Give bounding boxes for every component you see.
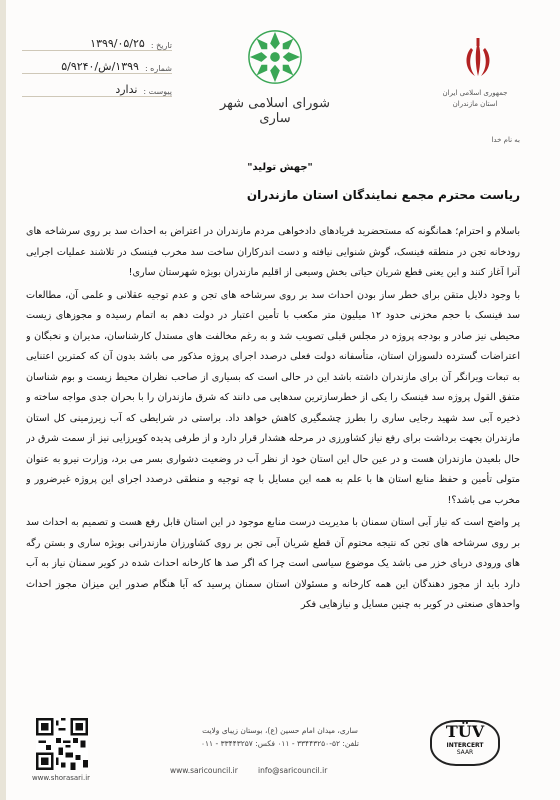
body-paragraph: باسلام و احترام؛ همانگونه که مستحضرید فریادهای دادخواهی مردم مازندران در اعتراض به احداث سد بر روی سرشاخه های رودخانه تجن در منطقه فینسک، گوش شنوایی نیافته و دست اندرکاران ساخت سد مخرب فینسک در تلاشند عملیات اجرایی آنرا آغاز کنند و این یعنی قطع شریان حیاتی بخش وسیعی از اقلیم مازندران بویژه شهرستان ساری! bbox=[26, 226, 520, 278]
cert-bot: SAAR bbox=[456, 749, 474, 756]
slogan: "جهش تولید" bbox=[247, 162, 313, 173]
letter-body bbox=[26, 222, 520, 702]
attachment-value: ندارد bbox=[115, 83, 138, 96]
council-logo-icon bbox=[246, 28, 304, 86]
attachment-row bbox=[22, 76, 172, 97]
country-name: جمهوری اسلامی ایران bbox=[442, 89, 508, 97]
recipient: ریاست محترم مجمع نمایندگان استان مازندران bbox=[246, 188, 520, 202]
tuv-logo-icon bbox=[430, 720, 500, 766]
council-header bbox=[215, 28, 335, 126]
date-value: ۱۳۹۹/۰۵/۲۵ bbox=[90, 37, 145, 50]
email: info@saricouncil.ir bbox=[258, 766, 328, 775]
number-value: ۱۳۹۹/ش/۵/۹۲۴۰ bbox=[61, 60, 139, 73]
website: www.saricouncil.ir bbox=[170, 766, 238, 775]
qr-code-icon bbox=[36, 718, 88, 770]
number-label: شماره : bbox=[144, 64, 172, 73]
date-label: تاریخ : bbox=[150, 41, 172, 50]
province-header bbox=[430, 88, 520, 110]
iran-emblem-icon bbox=[458, 38, 498, 84]
cert-mid: INTERCERT bbox=[446, 742, 484, 749]
letter-footer bbox=[0, 716, 560, 800]
basmala: به نام خدا bbox=[491, 136, 520, 144]
province-name: استان مازندران bbox=[452, 100, 498, 108]
attachment-label: پیوست : bbox=[143, 87, 172, 96]
council-name: شورای اسلامی شهر ساری bbox=[219, 96, 331, 126]
phone-fax: تلفن: ۵۲-۳۳۴۴۳۲۵۰ - ۰۱۱ فکس: ۳۳۴۴۳۲۵۷ - ۰۱۱ bbox=[201, 739, 359, 748]
letter-meta bbox=[22, 30, 172, 99]
website-secondary: www.shorasari.ir bbox=[31, 774, 91, 782]
address: ساری، میدان امام حسین (ع)، بوستان زیبای ولایت bbox=[202, 726, 358, 735]
page-border bbox=[0, 0, 6, 800]
number-row bbox=[22, 53, 172, 74]
address-block bbox=[150, 724, 410, 750]
cert-top: TÜV bbox=[445, 722, 485, 741]
body-paragraph: پر واضح است که نیاز آبی استان سمنان با مدیریت درست منابع موجود در این استان قابل رفع هست و تصمیم به احداث سد بر روی سرشاخه های تجن که نتیجه محتوم آن قطع شریان آبی تجن بر روی کشاورزان مازندرانی بویژه ساری و بستن رگه های ورودی دریای خزر می باشد یک موضوع سیاسی است چرا که اگر صد ها کارخانه احداث شده در کویر سمنان نیاز به آب دارد باید از مجوز دهندگان این همه کارخانه و مسئولان استان سمنان پرسید که آیا هنگام صدور این میزان مجوز احداث واحدهای صنعتی در کویر به چنین مسایل و نیازهایی فکر bbox=[26, 517, 520, 610]
certification-badge bbox=[430, 720, 500, 766]
body-paragraph: با وجود دلایل متقن برای خطر ساز بودن احداث سد بر روی سرشاخه های تجن و عدم توجیه عقلانی و علمی آن، مطالعات سد فینسک با حجم مخزنی حدود ۱۲ میلیون متر مکعب با تأمین اعتبار در دولت دهم به اتمام رسیده و مجوزهای زیست محیطی نیز صادر و بودجه پروژه در مجلس قبلی تصویب شد و به رغم مخالفت های مستدل کارشناسان، مدیران و نخبگان و اعتراضات گسترده دلسوزان استان، متأسفانه دولت فعلی درصدد اجرای پروژه مذکور می باشد بدون آن که کمترین اعتنایی به تبعات ویرانگر آن برای مازندران داشته باشد این در حالی است که بسیاری از صاحب نظران محیط زیست و بوم شناسان متفق القول پروژه سد فینسک را یکی از خطرسازترین سدهایی می دانند که شرق مازندران را با بحران جدی مواجه ساخته و ذخیره آبی سد شهید رجایی ساری را بطرز چشمگیری کاهش خواهد داد. براستی در شرایطی که آب زیرزمینی کل استان مازندران بجهت برداشت برای رفع نیاز کشاورزی در مرحله هشدار قرار دارد و از طرفی پدیده کویرزایی نیز از سمت شرق در حال بلعیدن مازندران هست و در عین حال این استان خود از نظر آب در وضعیت دشواری بسر می برد، وزارت نیرو به عنوان متولی تأمین و حفظ منابع استان ها با علم به همه این مسایل با چه توجیه و منطقی درصدد اجرای این پروژه غیرضرور و مخرب می باشد؟! bbox=[26, 289, 520, 506]
date-row bbox=[22, 30, 172, 51]
